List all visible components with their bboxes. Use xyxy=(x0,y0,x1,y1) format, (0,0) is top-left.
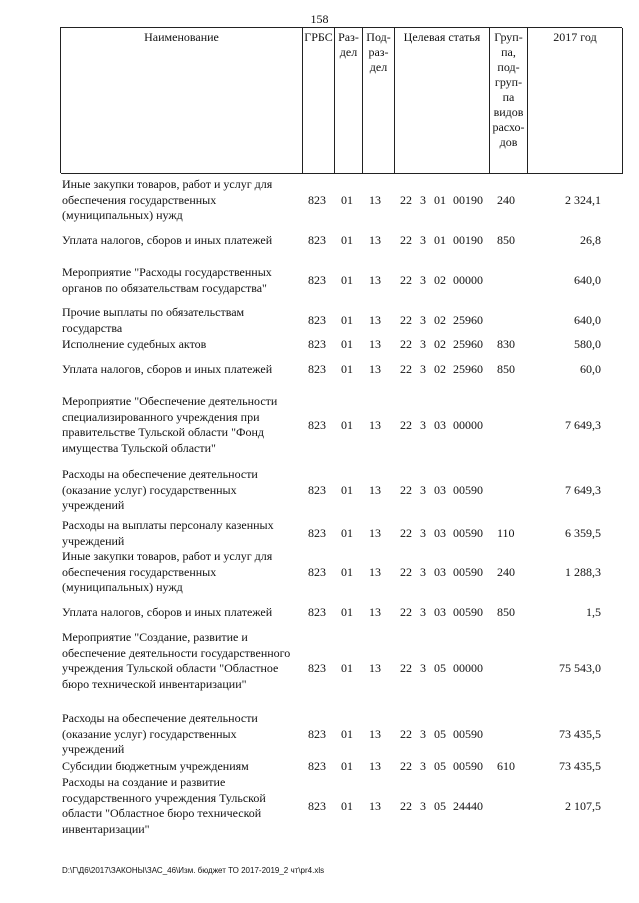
cell-amount: 1,5 xyxy=(586,605,601,620)
cell-razdel: 01 xyxy=(341,273,353,287)
cell-amount: 640,0 xyxy=(574,313,601,327)
cell-grbs: 823 xyxy=(308,273,326,287)
table-row xyxy=(0,177,639,224)
cell-razdel: 01 xyxy=(341,661,353,676)
cell-target-subprogram: 3 xyxy=(420,605,426,620)
cell-podrazdel: 13 xyxy=(369,417,381,432)
cell-target-subprogram: 3 xyxy=(420,233,426,248)
cell-target-direction: 00590 xyxy=(453,482,483,497)
cell-grbs: 823 xyxy=(308,605,326,620)
cell-target-subprogram: 3 xyxy=(420,337,426,352)
cell-target-subprogram: 3 xyxy=(420,313,426,327)
cell-razdel: 01 xyxy=(341,564,353,579)
cell-amount: 2 107,5 xyxy=(565,798,601,813)
cell-target-event: 03 xyxy=(434,564,446,579)
table-row xyxy=(0,467,639,514)
cell-podrazdel: 13 xyxy=(369,661,381,676)
cell-target-program: 22 xyxy=(400,661,412,676)
cell-amount: 580,0 xyxy=(574,337,601,352)
cell-grbs: 823 xyxy=(308,362,326,377)
cell-name: Расходы на создание и развитие государственного учреждения Тульской области "Областное бюро технической инвентаризации" xyxy=(62,775,266,836)
cell-grbs: 823 xyxy=(308,482,326,497)
cell-podrazdel: 13 xyxy=(369,273,381,287)
cell-razdel: 01 xyxy=(341,605,353,620)
cell-podrazdel: 13 xyxy=(369,564,381,579)
cell-target-event: 03 xyxy=(434,605,446,620)
cell-name: Мероприятие "Создание, развитие и обеспечение деятельности государственного учреждения Тульской области "Областное бюро технической инвентаризации" xyxy=(62,630,291,691)
cell-expense-type: 110 xyxy=(497,526,515,540)
cell-podrazdel: 13 xyxy=(369,605,381,620)
table-row xyxy=(0,265,639,296)
cell-target-direction: 00000 xyxy=(453,417,483,432)
cell-target-program: 22 xyxy=(400,362,412,377)
cell-target-event: 03 xyxy=(434,482,446,497)
cell-target-program: 22 xyxy=(400,605,412,620)
cell-target-direction: 00590 xyxy=(453,526,483,540)
cell-target-event: 01 xyxy=(434,233,446,248)
header-podrazdel: Под- раз- дел xyxy=(363,28,395,174)
cell-podrazdel: 13 xyxy=(369,726,381,741)
cell-razdel: 01 xyxy=(341,313,353,327)
cell-target-event: 02 xyxy=(434,337,446,352)
cell-podrazdel: 13 xyxy=(369,482,381,497)
cell-target-subprogram: 3 xyxy=(420,526,426,540)
table-row xyxy=(0,394,639,456)
cell-razdel: 01 xyxy=(341,362,353,377)
cell-target-direction: 00190 xyxy=(453,233,483,248)
cell-target-direction: 25960 xyxy=(453,337,483,352)
cell-razdel: 01 xyxy=(341,726,353,741)
cell-grbs: 823 xyxy=(308,726,326,741)
cell-target-program: 22 xyxy=(400,233,412,248)
cell-name: Расходы на обеспечение деятельности (оказание услуг) государственных учреждений xyxy=(62,467,258,512)
cell-amount: 6 359,5 xyxy=(565,526,601,540)
table-row xyxy=(0,518,639,549)
cell-target-event: 05 xyxy=(434,798,446,813)
header-name: Наименование xyxy=(61,28,303,174)
cell-target-direction: 25960 xyxy=(453,313,483,327)
cell-name: Иные закупки товаров, работ и услуг для обеспечения государственных (муниципальных) нужд xyxy=(62,549,273,594)
cell-target-direction: 25960 xyxy=(453,362,483,377)
cell-target-program: 22 xyxy=(400,337,412,352)
cell-amount: 1 288,3 xyxy=(565,564,601,579)
cell-grbs: 823 xyxy=(308,661,326,676)
cell-target-direction: 24440 xyxy=(453,798,483,813)
cell-podrazdel: 13 xyxy=(369,362,381,377)
cell-grbs: 823 xyxy=(308,313,326,327)
cell-target-subprogram: 3 xyxy=(420,798,426,813)
table-row xyxy=(0,305,639,336)
cell-expense-type: 240 xyxy=(497,192,515,207)
table-row xyxy=(0,233,639,249)
cell-target-program: 22 xyxy=(400,526,412,540)
cell-target-program: 22 xyxy=(400,417,412,432)
cell-expense-type: 240 xyxy=(497,564,515,579)
cell-podrazdel: 13 xyxy=(369,192,381,207)
cell-target-event: 03 xyxy=(434,526,446,540)
cell-amount: 75 543,0 xyxy=(559,661,601,676)
cell-amount: 7 649,3 xyxy=(565,482,601,497)
cell-name: Мероприятие "Обеспечение деятельности специализированного учреждения при правительстве Тульской области "Фонд имущества Тульской области" xyxy=(62,394,278,455)
cell-name: Исполнение судебных актов xyxy=(62,337,207,351)
cell-target-event: 01 xyxy=(434,192,446,207)
cell-target-event: 02 xyxy=(434,273,446,287)
cell-grbs: 823 xyxy=(308,564,326,579)
cell-amount: 26,8 xyxy=(580,233,601,248)
table-row xyxy=(0,759,639,775)
cell-razdel: 01 xyxy=(341,337,353,352)
cell-grbs: 823 xyxy=(308,192,326,207)
cell-target-program: 22 xyxy=(400,482,412,497)
cell-target-program: 22 xyxy=(400,798,412,813)
cell-target-subprogram: 3 xyxy=(420,482,426,497)
cell-amount: 2 324,1 xyxy=(565,192,601,207)
cell-target-program: 22 xyxy=(400,273,412,287)
cell-expense-type: 850 xyxy=(497,233,515,248)
cell-amount: 73 435,5 xyxy=(559,726,601,741)
cell-grbs: 823 xyxy=(308,337,326,352)
cell-amount: 73 435,5 xyxy=(559,759,601,774)
table-row xyxy=(0,337,639,353)
cell-target-subprogram: 3 xyxy=(420,564,426,579)
header-target-article: Целевая статья xyxy=(395,28,490,174)
page-number: 158 xyxy=(310,12,329,26)
cell-target-program: 22 xyxy=(400,313,412,327)
cell-razdel: 01 xyxy=(341,233,353,248)
cell-target-event: 05 xyxy=(434,726,446,741)
cell-target-subprogram: 3 xyxy=(420,759,426,774)
cell-target-program: 22 xyxy=(400,726,412,741)
cell-grbs: 823 xyxy=(308,798,326,813)
cell-amount: 7 649,3 xyxy=(565,417,601,432)
cell-name: Расходы на выплаты персоналу казенных учреждений xyxy=(62,518,274,548)
cell-razdel: 01 xyxy=(341,192,353,207)
cell-podrazdel: 13 xyxy=(369,526,381,540)
table-row xyxy=(0,605,639,621)
cell-target-event: 05 xyxy=(434,661,446,676)
cell-target-direction: 00190 xyxy=(453,192,483,207)
cell-expense-type: 850 xyxy=(497,605,515,620)
cell-target-direction: 00590 xyxy=(453,564,483,579)
cell-name: Уплата налогов, сборов и иных платежей xyxy=(62,362,273,376)
cell-target-subprogram: 3 xyxy=(420,192,426,207)
cell-podrazdel: 13 xyxy=(369,337,381,352)
cell-target-subprogram: 3 xyxy=(420,726,426,741)
cell-razdel: 01 xyxy=(341,798,353,813)
cell-name: Уплата налогов, сборов и иных платежей xyxy=(62,605,273,619)
cell-name: Мероприятие "Расходы государственных органов по обязательствам государства" xyxy=(62,265,272,295)
cell-expense-type: 850 xyxy=(497,362,515,377)
cell-razdel: 01 xyxy=(341,759,353,774)
cell-target-subprogram: 3 xyxy=(420,362,426,377)
table-row xyxy=(0,775,639,837)
cell-name: Прочие выплаты по обязательствам государства xyxy=(62,305,245,335)
cell-podrazdel: 13 xyxy=(369,759,381,774)
cell-target-direction: 00000 xyxy=(453,273,483,287)
cell-target-direction: 00590 xyxy=(453,759,483,774)
cell-grbs: 823 xyxy=(308,526,326,540)
cell-name: Иные закупки товаров, работ и услуг для обеспечения государственных (муниципальных) нужд xyxy=(62,177,273,222)
cell-target-program: 22 xyxy=(400,759,412,774)
cell-podrazdel: 13 xyxy=(369,798,381,813)
cell-name: Уплата налогов, сборов и иных платежей xyxy=(62,233,273,247)
cell-target-direction: 00590 xyxy=(453,726,483,741)
file-path-footer: D:\Г\Д6\2017\ЗАКОНЫ\ЗАС_46\Изм. бюджет ТО 2017-2019_2 чт\pr4.xls xyxy=(62,866,325,875)
cell-grbs: 823 xyxy=(308,417,326,432)
cell-amount: 640,0 xyxy=(574,273,601,287)
cell-target-event: 05 xyxy=(434,759,446,774)
cell-target-program: 22 xyxy=(400,564,412,579)
cell-grbs: 823 xyxy=(308,233,326,248)
cell-podrazdel: 13 xyxy=(369,313,381,327)
cell-target-subprogram: 3 xyxy=(420,273,426,287)
cell-grbs: 823 xyxy=(308,759,326,774)
cell-expense-type: 830 xyxy=(497,337,515,352)
cell-target-direction: 00590 xyxy=(453,605,483,620)
cell-amount: 60,0 xyxy=(580,362,601,377)
header-expense-group: Груп- па, под- груп- па видов расхо- дов xyxy=(490,28,528,174)
table-row xyxy=(0,711,639,758)
header-year: 2017 год xyxy=(528,28,623,174)
cell-target-subprogram: 3 xyxy=(420,661,426,676)
table-row xyxy=(0,362,639,378)
cell-name: Субсидии бюджетным учреждениям xyxy=(62,759,249,773)
table-row xyxy=(0,630,639,708)
header-razdel: Раз- дел xyxy=(335,28,363,174)
cell-expense-type: 610 xyxy=(497,759,515,774)
cell-target-direction: 00000 xyxy=(453,661,483,676)
cell-razdel: 01 xyxy=(341,482,353,497)
cell-target-event: 02 xyxy=(434,313,446,327)
cell-podrazdel: 13 xyxy=(369,233,381,248)
cell-razdel: 01 xyxy=(341,526,353,540)
cell-target-program: 22 xyxy=(400,192,412,207)
cell-razdel: 01 xyxy=(341,417,353,432)
header-grbs: ГРБС xyxy=(303,28,335,174)
table-row xyxy=(0,549,639,596)
cell-target-subprogram: 3 xyxy=(420,417,426,432)
cell-name: Расходы на обеспечение деятельности (оказание услуг) государственных учреждений xyxy=(62,711,258,756)
cell-target-event: 03 xyxy=(434,417,446,432)
cell-target-event: 02 xyxy=(434,362,446,377)
